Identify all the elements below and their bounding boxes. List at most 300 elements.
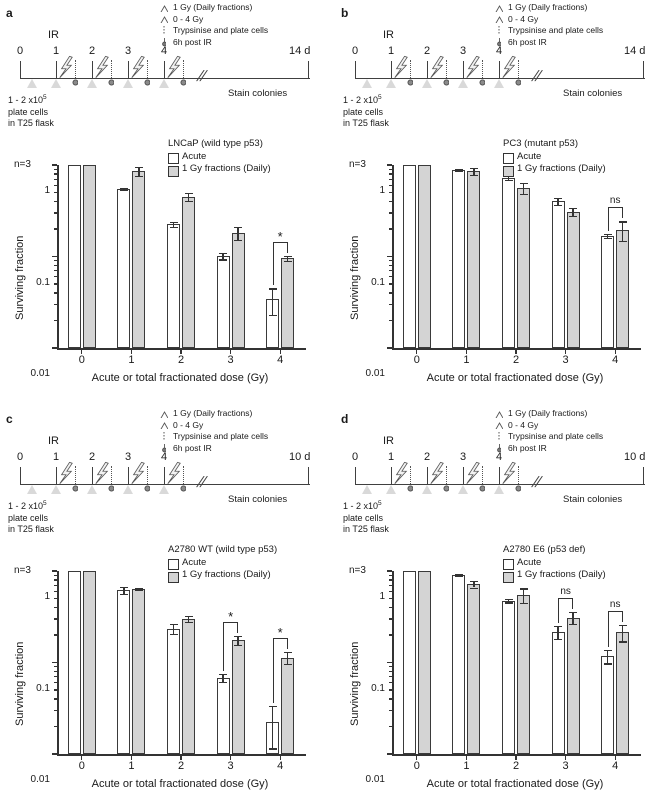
y-axis-minor-tick (54, 201, 57, 202)
y-axis-minor-tick (54, 634, 57, 635)
schematic-legend (160, 2, 268, 48)
error-bar-cap (185, 622, 193, 623)
flask-text: in T25 flask (343, 524, 389, 534)
chart-d (335, 544, 669, 806)
significance-bracket (608, 207, 623, 219)
plate-count-exponent: 5 (378, 500, 382, 507)
legend-label: 1 Gy fractions (Daily) (517, 163, 606, 174)
error-bar-cap (619, 625, 627, 626)
lightning-bolt-icon (501, 55, 517, 79)
legend-swatch-fractions (503, 572, 514, 583)
error-bar-cap (120, 594, 128, 595)
error-bar-cap (554, 626, 562, 627)
schematic-end-day-label: 10 d (624, 451, 646, 463)
y-axis-title: Surviving fraction (349, 641, 361, 726)
error-bar-cap (505, 602, 513, 603)
bar-frac (418, 571, 431, 754)
y-axis-minor-tick (389, 598, 392, 599)
y-axis-tick (387, 753, 392, 754)
y-axis-minor-tick (54, 579, 57, 580)
legend-label: Acute (517, 556, 542, 568)
x-axis-tick-label: 1 (463, 760, 470, 772)
y-axis-minor-tick (389, 173, 392, 174)
panel-letter-d: d (341, 412, 349, 426)
bar-acute (167, 629, 180, 754)
y-axis-minor-tick (389, 618, 392, 619)
error-bar-cap (520, 588, 528, 589)
legend-label: 1 Gy fractions (Daily) (182, 163, 271, 174)
error-bar (237, 227, 238, 240)
x-axis-tick-label: 1 (463, 354, 470, 366)
error-bar (622, 221, 623, 241)
y-axis-minor-tick (54, 689, 57, 690)
y-axis-tick (52, 347, 57, 348)
schematic-trypsinise-line (183, 466, 184, 484)
error-bar-cap (185, 201, 193, 202)
legend-item (168, 557, 277, 570)
error-bar-cap (455, 170, 463, 171)
y-axis-minor-tick (54, 270, 57, 271)
y-axis-title: Surviving fraction (14, 235, 26, 320)
error-bar-cap (135, 176, 143, 177)
x-axis-tick-label: 2 (177, 354, 185, 366)
schematic-legend-label: Trypsinise and plate cells (173, 431, 269, 441)
chart-title: A2780 WT (wild type p53) (168, 544, 278, 555)
bar-frac (281, 658, 294, 754)
dotted-line-icon (497, 25, 501, 36)
lightning-bolt-icon (94, 55, 110, 79)
schematic-plate-cells-label (8, 92, 54, 130)
y-axis-tick-label: 0.01 (365, 774, 385, 785)
x-axis-tick-label: 0 (413, 760, 420, 772)
y-axis-minor-tick (54, 671, 57, 672)
chart-title: PC3 (mutant p53) (503, 138, 578, 149)
legend-item (168, 151, 271, 164)
legend-swatch-fractions (168, 572, 179, 583)
x-axis-tick-label: 2 (512, 760, 520, 772)
y-axis-minor-tick (54, 276, 57, 277)
error-bar-cap (269, 706, 277, 707)
triangle-outline-icon (495, 411, 503, 418)
lightning-bolt-icon (166, 461, 182, 485)
x-axis-tick-label: 4 (612, 354, 619, 366)
y-axis-tick (52, 662, 57, 663)
bar-acute (403, 571, 416, 754)
schematic-day-tick (20, 467, 21, 485)
schematic-dose-triangle (422, 485, 432, 494)
schematic-dose-triangle (123, 79, 133, 88)
chart-c (0, 544, 334, 806)
x-axis-tick-label: 2 (177, 760, 185, 772)
triangle-outline-icon (160, 16, 168, 23)
error-bar-cap (520, 194, 528, 195)
schematic-dose-triangle (27, 79, 37, 88)
schematic-day-number: 2 (424, 45, 431, 57)
bar-frac (567, 618, 580, 754)
schematic-legend-row (160, 25, 268, 37)
plate-cells-text: plate cells (343, 512, 384, 523)
schematic-end-day-label: 14 d (289, 45, 311, 57)
schematic-dose-triangle (362, 79, 372, 88)
chart-legend (168, 138, 271, 176)
error-bar-cap (284, 256, 292, 257)
schematic-day-number: 1 (53, 451, 60, 463)
error-bar-cap (135, 589, 143, 590)
schematic-end-day-label: 10 d (289, 451, 311, 463)
y-axis-tick (387, 662, 392, 663)
error-bar-cap (120, 587, 128, 588)
schematic-trypsinise-line (75, 466, 76, 484)
schematic-legend-row (495, 420, 603, 432)
y-axis-minor-tick (389, 320, 392, 321)
y-axis-minor-tick (54, 618, 57, 619)
y-axis-minor-tick (389, 192, 392, 193)
bar-frac (281, 258, 294, 348)
y-axis (392, 165, 394, 349)
error-bar-cap (185, 193, 193, 194)
y-axis-minor-tick (54, 320, 57, 321)
plate-count-exponent: 5 (378, 94, 382, 101)
schematic-b (335, 0, 669, 140)
schematic-a (0, 0, 334, 140)
x-axis-tick-label: 2 (512, 354, 520, 366)
y-axis-tick-label: 1 (379, 591, 385, 602)
error-bar-cap (234, 240, 242, 241)
bar-acute (167, 224, 180, 348)
schematic-legend-label: Trypsinise and plate cells (173, 25, 269, 35)
error-bar-cap (120, 188, 128, 189)
legend-label: 1 Gy fractions (Daily) (182, 569, 271, 580)
lightning-bolt-icon (429, 55, 445, 79)
error-bar-cap (505, 180, 513, 181)
y-axis-tick-label: 0.01 (30, 368, 50, 379)
schematic-axis-break-icon: // (529, 68, 543, 85)
error-bar (272, 288, 273, 315)
schematic-day-number: 2 (89, 451, 96, 463)
error-bar (523, 588, 524, 603)
panel-letter-b: b (341, 6, 349, 20)
error-bar-cap (554, 639, 562, 640)
schematic-dose-triangle (87, 79, 97, 88)
pin-icon (108, 78, 114, 87)
schematic-dose-triangle (362, 485, 372, 494)
x-axis-tick-label: 4 (277, 760, 284, 772)
error-bar-cap (554, 198, 562, 199)
schematic-legend-row (160, 443, 268, 455)
y-axis-minor-tick (54, 265, 57, 266)
schematic-trypsinise-line (147, 466, 148, 484)
schematic-trypsinise-line (75, 60, 76, 78)
significance-label: ns (609, 195, 621, 207)
schematic-day-number: 4 (496, 451, 503, 463)
error-bar-cap (185, 616, 193, 617)
schematic-plate-cells-label (8, 498, 54, 536)
bar-frac (467, 171, 480, 348)
significance-label: * (277, 625, 283, 641)
error-bar-cap (284, 261, 292, 262)
lightning-bolt-icon (58, 55, 74, 79)
bar-frac (418, 165, 431, 348)
y-axis-tick (387, 570, 392, 571)
schematic-legend-label: Trypsinise and plate cells (508, 25, 604, 35)
error-bar-cap (604, 234, 612, 235)
error-bar-cap (219, 259, 227, 260)
y-axis-minor-tick (54, 698, 57, 699)
chart-legend (503, 138, 606, 176)
y-axis-minor-tick (389, 682, 392, 683)
flask-text: in T25 flask (8, 524, 54, 534)
schematic-legend-label: 0 - 4 Gy (173, 419, 204, 430)
y-axis-minor-tick (389, 689, 392, 690)
chart-title: LNCaP (wild type p53) (168, 138, 263, 149)
error-bar-cap (604, 650, 612, 651)
schematic-end-tick (643, 467, 644, 485)
schematic-dose-triangle (386, 485, 396, 494)
error-bar-cap (234, 636, 242, 637)
y-axis-minor-tick (54, 169, 57, 170)
bar-acute (502, 601, 515, 754)
legend-label: Acute (182, 150, 207, 162)
lightning-bolt-icon (166, 55, 182, 79)
legend-item (168, 569, 277, 582)
schematic-legend-label: 0 - 4 Gy (508, 419, 539, 430)
schematic-legend-row (495, 2, 603, 14)
triangle-outline-icon (495, 422, 503, 429)
bar-frac (132, 589, 145, 754)
schematic-end-tick (308, 467, 309, 485)
plate-cells-text: plate cells (343, 106, 384, 117)
y-axis-minor-tick (389, 585, 392, 586)
y-axis-tick-label: 1 (44, 185, 50, 196)
schematic-axis-break-icon: // (194, 474, 208, 491)
error-bar-cap (569, 216, 577, 217)
error-bar (272, 706, 273, 748)
dotted-line-icon (162, 25, 166, 36)
pin-icon (180, 484, 186, 493)
schematic-dose-triangle (458, 485, 468, 494)
y-axis-minor-tick (389, 185, 392, 186)
pin-icon (515, 484, 521, 493)
bar-acute (552, 201, 565, 348)
pin-icon (144, 484, 150, 493)
lightning-bolt-icon (130, 55, 146, 79)
schematic-trypsinise-line (410, 60, 411, 78)
y-axis-minor-tick (54, 283, 57, 284)
error-bar (607, 650, 608, 664)
schematic-legend-row (160, 420, 268, 432)
schematic-legend-label: Trypsinise and plate cells (508, 431, 604, 441)
y-axis-tick (387, 164, 392, 165)
pin-icon (108, 484, 114, 493)
schematic-day-number: 1 (53, 45, 60, 57)
legend-label: 1 Gy fractions (Daily) (517, 569, 606, 580)
error-bar (572, 612, 573, 624)
y-axis-minor-tick (389, 666, 392, 667)
error-bar-cap (269, 748, 277, 749)
bar-frac (467, 584, 480, 754)
plate-count-text: 1 - 2 x10 (8, 95, 44, 105)
error-bar (557, 626, 558, 639)
y-axis-minor-tick (389, 276, 392, 277)
y-axis-tick-label: 1 (44, 591, 50, 602)
pin-icon (443, 484, 449, 493)
y-axis-tick (52, 164, 57, 165)
lightning-bolt-icon (58, 461, 74, 485)
bar-frac (567, 212, 580, 348)
schematic-dose-triangle (494, 79, 504, 88)
schematic-stain-colonies-label: Stain colonies (563, 494, 623, 505)
error-bar-cap (470, 175, 478, 176)
schematic-ir-label: IR (48, 435, 59, 447)
y-axis-minor-tick (389, 634, 392, 635)
schematic-legend-label: 6h post IR (173, 442, 212, 453)
schematic-dose-triangle (386, 79, 396, 88)
schematic-legend-row (495, 443, 603, 455)
error-bar-cap (455, 576, 463, 577)
bar-acute (68, 165, 81, 348)
legend-item (503, 163, 606, 176)
error-bar-cap (170, 634, 178, 635)
plate-count-text: 1 - 2 x10 (8, 501, 44, 511)
schematic-legend-label: 1 Gy (Daily fractions) (508, 2, 588, 12)
schematic-legend-row (160, 408, 268, 420)
schematic-dose-triangle (51, 79, 61, 88)
bar-frac (132, 171, 145, 348)
schematic-axis-break-icon: // (529, 474, 543, 491)
y-axis (392, 571, 394, 755)
bar-frac (83, 165, 96, 348)
schematic-end-tick (308, 61, 309, 79)
triangle-outline-icon (495, 16, 503, 23)
triangle-outline-icon (495, 5, 503, 12)
y-axis-minor-tick (54, 591, 57, 592)
error-bar-cap (269, 315, 277, 316)
y-axis-tick-label: 0.01 (365, 368, 385, 379)
panel-a (0, 0, 334, 405)
chart-b (335, 138, 669, 400)
x-axis-tick-label: 0 (413, 354, 420, 366)
error-bar-cap (604, 238, 612, 239)
panel-letter-a: a (6, 6, 13, 20)
schematic-legend-label: 1 Gy (Daily fractions) (173, 408, 253, 418)
lightning-bolt-icon (393, 461, 409, 485)
y-axis-minor-tick (54, 682, 57, 683)
schematic-dose-triangle (494, 485, 504, 494)
schematic-trypsinise-line (111, 466, 112, 484)
schematic-legend-label: 6h post IR (508, 36, 547, 47)
y-axis-minor-tick (54, 666, 57, 667)
bar-frac (83, 571, 96, 754)
lightning-bolt-icon (130, 461, 146, 485)
y-axis (57, 165, 59, 349)
pin-icon (72, 78, 78, 87)
schematic-day-number: 3 (460, 45, 467, 57)
schematic-day-number: 4 (161, 451, 168, 463)
y-axis-title: Surviving fraction (349, 235, 361, 320)
error-bar-cap (284, 652, 292, 653)
lightning-bolt-icon (429, 461, 445, 485)
schematic-day-number: 0 (17, 45, 24, 57)
y-axis-minor-tick (389, 607, 392, 608)
bar-acute (117, 590, 130, 754)
significance-bracket (558, 598, 573, 610)
legend-item (168, 163, 271, 176)
pin-icon (180, 78, 186, 87)
y-axis-minor-tick (54, 185, 57, 186)
x-axis-tick-label: 0 (78, 354, 85, 366)
legend-item (503, 557, 606, 570)
schematic-dose-triangle (159, 79, 169, 88)
legend-label: Acute (517, 150, 542, 162)
plate-count-text: 1 - 2 x10 (343, 95, 379, 105)
error-bar-cap (554, 205, 562, 206)
error-bar-cap (219, 682, 227, 683)
schematic-trypsinise-line (482, 466, 483, 484)
plate-count-text: 1 - 2 x10 (343, 501, 379, 511)
y-axis-minor-tick (54, 726, 57, 727)
bar-acute (601, 236, 614, 348)
panel-d (335, 406, 669, 811)
error-bar-cap (234, 645, 242, 646)
bar-acute (552, 632, 565, 754)
y-axis-minor-tick (389, 676, 392, 677)
error-bar (523, 183, 524, 194)
y-axis-minor-tick (389, 591, 392, 592)
schematic-dose-triangle (123, 485, 133, 494)
significance-label: * (228, 608, 234, 624)
error-bar-cap (520, 183, 528, 184)
dotted-line-icon (162, 431, 166, 442)
schematic-stain-colonies-label: Stain colonies (563, 88, 623, 99)
schematic-legend-row (160, 431, 268, 443)
bar-acute (452, 575, 465, 754)
x-axis-tick-label: 3 (227, 760, 234, 772)
error-bar-cap (619, 221, 627, 222)
y-axis-minor-tick (389, 270, 392, 271)
schematic-trypsinise-line (111, 60, 112, 78)
x-axis-tick-label: 1 (128, 760, 135, 772)
y-axis-minor-tick (54, 710, 57, 711)
schematic-trypsinise-line (446, 60, 447, 78)
x-axis-tick-label: 3 (562, 354, 569, 366)
bar-acute (217, 678, 230, 754)
bar-acute (68, 571, 81, 754)
y-axis-minor-tick (389, 265, 392, 266)
panel-c (0, 406, 334, 811)
error-bar-cap (505, 599, 513, 600)
schematic-plate-cells-label (343, 92, 389, 130)
y-axis-minor-tick (389, 228, 392, 229)
schematic-legend (495, 2, 603, 48)
lightning-bolt-icon (94, 461, 110, 485)
schematic-dose-triangle (422, 79, 432, 88)
pin-icon (144, 78, 150, 87)
schematic-day-tick (355, 61, 356, 79)
sample-size-label: n=3 (14, 565, 31, 576)
y-axis-minor-tick (389, 575, 392, 576)
y-axis-minor-tick (54, 212, 57, 213)
y-axis-minor-tick (389, 726, 392, 727)
error-bar (173, 624, 174, 634)
chart-title: A2780 E6 (p53 def) (503, 544, 586, 555)
y-axis-minor-tick (54, 575, 57, 576)
plate-cells-text: plate cells (8, 512, 49, 523)
schematic-trypsinise-line (446, 466, 447, 484)
y-axis-minor-tick (54, 676, 57, 677)
schematic-legend-row (495, 408, 603, 420)
schematic-end-day-label: 14 d (624, 45, 646, 57)
flask-text: in T25 flask (8, 118, 54, 128)
